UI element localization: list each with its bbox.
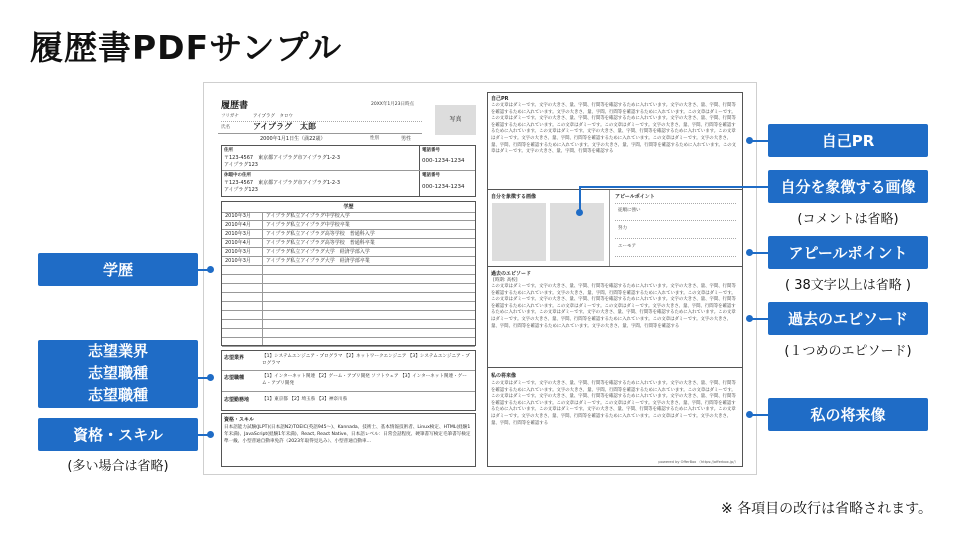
page-title: 履歴書PDFサンプル bbox=[30, 28, 343, 67]
table-row bbox=[222, 302, 475, 311]
vac-address-label: 休暇中の住所 bbox=[224, 173, 251, 178]
connector-dot bbox=[746, 249, 753, 256]
location-label: 志望勤務地 bbox=[224, 397, 250, 403]
address-value-2: アイプラグ123 bbox=[224, 162, 258, 168]
address-value: 〒123-4567 東京都アイプラグ市アイプラグ1-2-3 bbox=[224, 155, 341, 161]
connector-line bbox=[580, 186, 768, 188]
note-episode: (１つめのエピソード) bbox=[784, 344, 912, 359]
industry-label: 志望業界 bbox=[224, 355, 245, 361]
symbol-image-1 bbox=[492, 203, 546, 261]
history-date: 2010年3月 bbox=[225, 258, 251, 264]
connector-dot bbox=[576, 209, 583, 216]
tel-label: 電話番号 bbox=[422, 148, 440, 153]
resume-document bbox=[203, 82, 757, 475]
connector-dot bbox=[207, 374, 214, 381]
label-shibou: 志望業界 志望職種 志望職種 bbox=[38, 340, 198, 408]
episode-section bbox=[488, 267, 742, 368]
history-text: アイプラグ私立アイプラグ中学校入学 bbox=[266, 213, 350, 219]
connector-line bbox=[752, 140, 768, 142]
note-shouchou: (コメントは省略) bbox=[797, 212, 899, 227]
future-text: この文章はダミーです。文字の大きさ、量、字間、行間等を確認するために入れています。文字の大きさ、量、字間、行間等を確認するために入れています。文字の大きさ、量、字間、行間等を確認するために入れています。この文章はダミーです。この文章はダミーです。文字の大きさ、量、字間、行間等を確認するために入れています。文字の大きさ、量、字間、行間等を確認するために入れています。この文章はダミーです。この文章はダミーです。文字の大きさ、量、字間、行間等を確認するために入れています。この文章はダミーです。文字の大きさ、量、字間、行間等を確認するために入れています。この文章はダミーです。文字の大きさ、量、字間、行間等を確認するために入れています。この文章はダミーです。文字の大きさ、量、字間、行間等を確認する bbox=[491, 381, 736, 426]
note-shikaku: (多い場合は省略) bbox=[67, 459, 169, 474]
location-value: 【1】東京都 【2】埼玉県 【3】神奈川県 bbox=[262, 397, 348, 402]
history-text: アイプラグ私立アイプラグ大学 経済学部卒業 bbox=[266, 258, 370, 264]
connector-line bbox=[752, 318, 768, 320]
note-appeal: ( 38文字以上は省略 ) bbox=[785, 278, 911, 293]
table-row bbox=[222, 266, 475, 275]
divider bbox=[615, 220, 736, 221]
connector-dot bbox=[207, 266, 214, 273]
divider bbox=[221, 121, 422, 122]
tel-value: 000-1234-1234 bbox=[422, 158, 465, 164]
appeal-item-1: 従順に強い bbox=[618, 208, 641, 213]
history-date: 2010年4月 bbox=[225, 240, 251, 246]
future-title: 私の将来像 bbox=[491, 373, 517, 379]
table-row bbox=[222, 230, 475, 239]
future-section bbox=[488, 368, 742, 468]
address-label: 住所 bbox=[224, 148, 233, 153]
table-row bbox=[222, 212, 475, 221]
history-text: アイプラグ私立アイプラグ大学 経済学部入学 bbox=[266, 249, 370, 255]
appeal-title: アピールポイント bbox=[615, 194, 655, 200]
table-row bbox=[222, 293, 475, 302]
history-text: アイプラグ私立アイプラグ高等学校 普通科入学 bbox=[266, 231, 375, 237]
birth-value: 2000年1月1日生（満22歳） bbox=[260, 136, 326, 142]
address-box bbox=[221, 145, 476, 197]
history-date: 2010年3月 bbox=[225, 213, 251, 219]
gender-label: 性別 bbox=[370, 136, 379, 141]
table-row bbox=[222, 275, 475, 284]
appeal-item-3: ユーモア bbox=[618, 244, 636, 249]
connector-dot bbox=[746, 411, 753, 418]
history-date: 2010年4月 bbox=[225, 222, 251, 228]
furigana-value: アイプラグ タロウ bbox=[253, 114, 293, 119]
image-title: 自分を象徴する画像 bbox=[491, 194, 537, 200]
table-row bbox=[222, 320, 475, 329]
divider bbox=[218, 133, 422, 134]
divider bbox=[615, 256, 736, 257]
furigana-label: フリガナ bbox=[221, 114, 239, 119]
powered-by: powered by OfferBox （https://offerbox.jp/） bbox=[658, 460, 738, 465]
appeal-item-2: 努力 bbox=[618, 226, 627, 231]
history-text: アイプラグ私立アイプラグ高等学校 普通科卒業 bbox=[266, 240, 375, 246]
vac-tel-value: 000-1234-1234 bbox=[422, 184, 465, 190]
table-row bbox=[222, 257, 475, 266]
resume-page-right bbox=[487, 92, 743, 467]
episode-title: 過去のエピソード bbox=[491, 271, 532, 277]
label-gakureki: 学歴 bbox=[38, 253, 198, 286]
divider bbox=[419, 146, 420, 196]
vac-tel-label: 電話番号 bbox=[422, 173, 440, 178]
history-rows bbox=[222, 212, 475, 345]
connector-dot bbox=[746, 137, 753, 144]
preference-box bbox=[221, 350, 476, 411]
divider bbox=[222, 370, 475, 371]
skills-title: 資格・スキル bbox=[224, 417, 254, 423]
divider bbox=[222, 391, 475, 392]
connector-dot bbox=[746, 315, 753, 322]
history-title: 学歴 bbox=[343, 204, 354, 210]
skills-value: 日本語能力試験(JLPT)(日本語N2)TOEIC(英語945～)、Kannada、技術士、基本情報技術者、Linux検定、HTML(経験1年未満)、JavaScript(経験1年未満)、React, React Native、日本語レベル：日常会話程度、硬筆書写検定毛筆書写検定準一級、小型普通自動車免許（2023年取得見込み）、小型普通自動車... bbox=[224, 425, 471, 445]
industry-value: 【1】システムエンジニア・プログラマ 【2】ネットワークエンジニア 【3】システムエンジニア・プログラマ bbox=[262, 354, 470, 366]
footnote: ※ 各項目の改行は省略されます。 bbox=[720, 501, 932, 517]
history-date: 2010年3月 bbox=[225, 249, 251, 255]
label-shouchou: 自分を象徴する画像 bbox=[768, 170, 928, 203]
image-appeal-section bbox=[488, 190, 742, 267]
table-row bbox=[222, 221, 475, 230]
label-episode: 過去のエピソード bbox=[768, 302, 928, 335]
episode-period: [時期: 高校] bbox=[493, 278, 518, 283]
table-row bbox=[222, 311, 475, 320]
divider bbox=[615, 238, 736, 239]
history-date: 2010年3月 bbox=[225, 231, 251, 237]
connector-line bbox=[752, 414, 768, 416]
divider bbox=[615, 203, 736, 204]
connector-dot bbox=[207, 431, 214, 438]
pr-title: 自己PR bbox=[491, 96, 509, 102]
table-row bbox=[222, 248, 475, 257]
vac-address-value-2: アイプラグ123 bbox=[224, 187, 258, 193]
episode-text: この文章はダミーです。文字の大きさ、量、字間、行間等を確認するために入れています。文字の大きさ、量、字間、行間等を確認するために入れています。文字の大きさ、量、字間、行間等を確認するために入れています。この文章はダミーです。この文章はダミーです。文字の大きさ、量、字間、行間等を確認するために入れています。文字の大きさ、量、字間、行間等を確認するために入れています。この文章はダミーです。この文章はダミーです。文字の大きさ、量、字間、行間等を確認するために入れています。この文章はダミーです。文字の大きさ、量、字間、行間等を確認するために入れています。この文章はダミーです。文字の大きさ、量、字間、行間等を確認するために入れています。この文章はダミーです。文字の大きさ、量、字間、行間等を確認するために入れています。文字の大きさ、量、字間、行間等を確認する bbox=[491, 284, 736, 329]
divider bbox=[609, 190, 610, 266]
label-appeal: アピールポイント bbox=[768, 236, 928, 269]
job-value: 【1】インターネット関連 【2】ゲーム・アプリ開発 ソフトウェア 【3】インターネット関連・ゲーム・アプリ開発 bbox=[262, 374, 467, 386]
skills-box bbox=[221, 413, 476, 467]
resume-heading: 履歴書 bbox=[221, 101, 249, 111]
resume-page-left bbox=[218, 92, 477, 467]
history-table bbox=[221, 201, 476, 346]
table-row bbox=[222, 284, 475, 293]
name-label: 氏名 bbox=[221, 125, 230, 130]
job-label: 志望職種 bbox=[224, 375, 245, 381]
history-text: アイプラグ私立アイプラグ中学校卒業 bbox=[266, 222, 350, 228]
label-shourai: 私の将来像 bbox=[768, 398, 928, 431]
table-row bbox=[222, 338, 475, 347]
photo-placeholder: 写真 bbox=[435, 105, 476, 135]
pr-section bbox=[488, 93, 742, 190]
table-row bbox=[222, 239, 475, 248]
divider bbox=[222, 170, 475, 171]
resume-date: 20XX年1月23日時点 bbox=[371, 102, 414, 107]
connector-line bbox=[752, 252, 768, 254]
table-row bbox=[222, 329, 475, 338]
gender-value: 男性 bbox=[401, 136, 412, 142]
pr-text: この文章はダミーです。文字の大きさ、量、字間、行間等を確認するために入れています。文字の大きさ、量、字間、行間等を確認するために入れています。文字の大きさ、量、字間、行間等を確認するために入れています。この文章はダミーです。この文章はダミーです。文字の大きさ、量、字間、行間等を確認するために入れています。文字の大きさ、量、字間、行間等を確認するために入れています。この文章はダミーです。この文章はダミーです。文字の大きさ、量、字間、行間等を確認するために入れています。この文章はダミーです。文字の大きさ、量、字間、行間等を確認するために入れています。この文章はダミーです。文字の大きさ、量、字間、行間等を確認するために入れています。この文章はダミーです。文字の大きさ、量、字間、行間等を確認するために入れています。文字の大きさ、量、字間、行間等を確認するために入れています。この文章はダミーです。文字の大きさ、量、字間、行間等を確認する bbox=[491, 103, 737, 155]
vac-address-value: 〒123-4567 東京都アイプラグ市アイプラグ1-2-3 bbox=[224, 180, 341, 186]
name-value: アイプラグ 太郎 bbox=[253, 122, 317, 131]
label-shikaku: 資格・スキル bbox=[38, 418, 198, 451]
label-jiko-pr: 自己PR bbox=[768, 124, 928, 157]
